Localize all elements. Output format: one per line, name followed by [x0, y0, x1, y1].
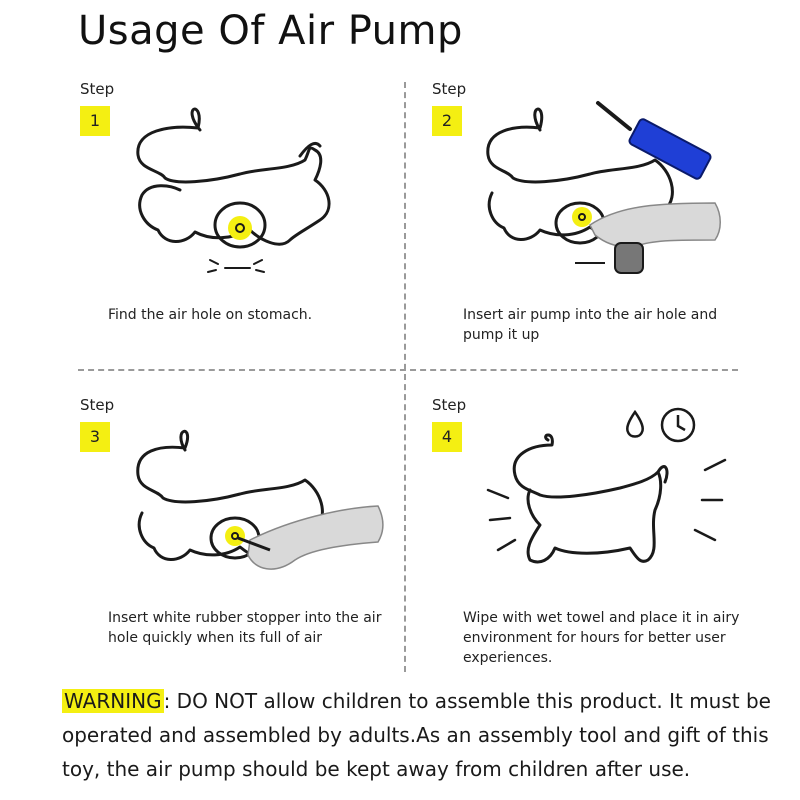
step-4-horse-illustration: [470, 400, 740, 595]
stopper-icon: [575, 243, 643, 273]
sparkle-lines: [488, 460, 725, 550]
step-3-number: 3: [80, 422, 110, 452]
step-1-number: 1: [80, 106, 110, 136]
warning-tag: WARNING: [64, 689, 162, 713]
step-3-label: Step: [80, 396, 115, 414]
air-hole-icon: [228, 216, 252, 240]
water-drop-icon: [627, 412, 642, 437]
step-2-label: Step: [432, 80, 467, 98]
page-title: Usage Of Air Pump: [78, 8, 463, 54]
step-3-caption: Insert white rubber stopper into the air hole quickly when its full of air: [108, 610, 382, 646]
vertical-divider: [404, 82, 406, 672]
step-4-label: Step: [432, 396, 467, 414]
air-hole-indicator: [208, 260, 264, 272]
step-1-caption: Find the air hole on stomach.: [108, 307, 313, 323]
step-4-number: 4: [432, 422, 462, 452]
step-1-label: Step: [80, 80, 115, 98]
step-2-horse-illustration: [480, 95, 730, 285]
hand-icon: [590, 203, 720, 247]
horizontal-divider: [78, 369, 738, 371]
step-1-horse-illustration: [130, 100, 350, 280]
hand-icon: [248, 506, 383, 569]
clock-icon: [662, 409, 694, 441]
step-2-number: 2: [432, 106, 462, 136]
step-4-caption: Wipe with wet towel and place it in airy environment for hours for better user experiences.: [463, 610, 740, 666]
horse-toy-outline: [514, 435, 667, 562]
warning-text: [62, 684, 782, 786]
step-3-horse-illustration: [130, 420, 390, 590]
warning-body: : DO NOT allow children to assemble this product. It must be operated and assembled by adults.As an assembly tool and gift of this toy, the air pump should be kept away from children after use.: [62, 689, 771, 781]
step-2-caption: Insert air pump into the air hole and pump it up: [463, 307, 718, 343]
